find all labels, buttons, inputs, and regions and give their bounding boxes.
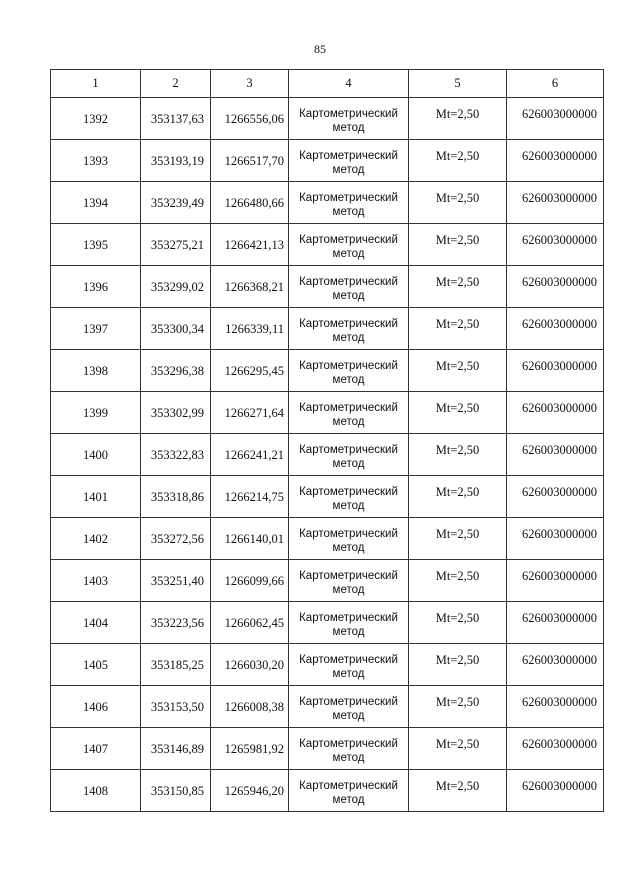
method-line-2: метод — [332, 248, 365, 260]
y-coordinate-cell: 1266214,75 — [211, 476, 289, 518]
code-cell: 626003000000 — [507, 392, 604, 434]
accuracy-cell: Mt=2,50 — [409, 476, 507, 518]
point-number-cell: 1395 — [51, 224, 141, 266]
x-coordinate-cell: 353153,50 — [141, 686, 211, 728]
y-coordinate-cell: 1265981,92 — [211, 728, 289, 770]
method-line-1: Картометрический — [299, 444, 398, 456]
accuracy-cell: Mt=2,50 — [409, 392, 507, 434]
table-row — [51, 644, 604, 686]
point-number-cell: 1399 — [51, 392, 141, 434]
point-number-cell: 1406 — [51, 686, 141, 728]
x-coordinate-cell: 353299,02 — [141, 266, 211, 308]
method-line-1: Картометрический — [299, 108, 398, 120]
point-number-cell: 1403 — [51, 560, 141, 602]
x-coordinate-cell: 353300,34 — [141, 308, 211, 350]
method-line-2: метод — [332, 206, 365, 218]
x-coordinate-cell: 353318,86 — [141, 476, 211, 518]
method-line-2: метод — [332, 458, 365, 470]
method-cell — [289, 140, 409, 182]
code-cell: 626003000000 — [507, 308, 604, 350]
y-coordinate-cell: 1266008,38 — [211, 686, 289, 728]
method-line-2: метод — [332, 332, 365, 344]
method-line-2: метод — [332, 668, 365, 680]
accuracy-cell: Mt=2,50 — [409, 560, 507, 602]
method-line-1: Картометрический — [299, 612, 398, 624]
table-row — [51, 728, 604, 770]
method-cell — [289, 98, 409, 140]
table-header-row — [51, 70, 604, 98]
table-row — [51, 182, 604, 224]
accuracy-cell: Mt=2,50 — [409, 224, 507, 266]
y-coordinate-cell: 1266368,21 — [211, 266, 289, 308]
x-coordinate-cell: 353185,25 — [141, 644, 211, 686]
accuracy-cell: Mt=2,50 — [409, 434, 507, 476]
column-header: 6 — [507, 70, 604, 98]
method-cell — [289, 770, 409, 812]
code-cell: 626003000000 — [507, 182, 604, 224]
code-cell: 626003000000 — [507, 98, 604, 140]
point-number-cell: 1407 — [51, 728, 141, 770]
method-cell — [289, 224, 409, 266]
method-cell — [289, 308, 409, 350]
x-coordinate-cell: 353272,56 — [141, 518, 211, 560]
column-header: 3 — [211, 70, 289, 98]
table-row — [51, 434, 604, 476]
x-coordinate-cell: 353275,21 — [141, 224, 211, 266]
method-line-2: метод — [332, 122, 365, 134]
method-cell — [289, 182, 409, 224]
method-line-1: Картометрический — [299, 696, 398, 708]
method-cell — [289, 602, 409, 644]
x-coordinate-cell: 353146,89 — [141, 728, 211, 770]
method-line-1: Картометрический — [299, 570, 398, 582]
x-coordinate-cell: 353302,99 — [141, 392, 211, 434]
x-coordinate-cell: 353223,56 — [141, 602, 211, 644]
code-cell: 626003000000 — [507, 224, 604, 266]
method-line-1: Картометрический — [299, 780, 398, 792]
code-cell: 626003000000 — [507, 518, 604, 560]
method-line-1: Картометрический — [299, 150, 398, 162]
table-row — [51, 770, 604, 812]
method-line-1: Картометрический — [299, 276, 398, 288]
code-cell: 626003000000 — [507, 728, 604, 770]
method-cell — [289, 476, 409, 518]
accuracy-cell: Mt=2,50 — [409, 770, 507, 812]
accuracy-cell: Mt=2,50 — [409, 350, 507, 392]
method-line-2: метод — [332, 542, 365, 554]
page-number: 85 — [314, 42, 326, 56]
table-row — [51, 266, 604, 308]
y-coordinate-cell: 1266480,66 — [211, 182, 289, 224]
accuracy-cell: Mt=2,50 — [409, 98, 507, 140]
x-coordinate-cell: 353137,63 — [141, 98, 211, 140]
column-header: 2 — [141, 70, 211, 98]
table-row — [51, 686, 604, 728]
method-line-1: Картометрический — [299, 654, 398, 666]
code-cell: 626003000000 — [507, 350, 604, 392]
method-line-2: метод — [332, 416, 365, 428]
point-number-cell: 1392 — [51, 98, 141, 140]
table-row — [51, 350, 604, 392]
table-row — [51, 392, 604, 434]
method-cell — [289, 518, 409, 560]
table-row — [51, 518, 604, 560]
method-cell — [289, 392, 409, 434]
method-cell — [289, 266, 409, 308]
point-number-cell: 1398 — [51, 350, 141, 392]
table-row — [51, 140, 604, 182]
accuracy-cell: Mt=2,50 — [409, 308, 507, 350]
method-line-2: метод — [332, 500, 365, 512]
method-line-1: Картометрический — [299, 738, 398, 750]
method-line-1: Картометрический — [299, 402, 398, 414]
accuracy-cell: Mt=2,50 — [409, 182, 507, 224]
y-coordinate-cell: 1266140,01 — [211, 518, 289, 560]
code-cell: 626003000000 — [507, 476, 604, 518]
code-cell: 626003000000 — [507, 686, 604, 728]
table-row — [51, 308, 604, 350]
code-cell: 626003000000 — [507, 434, 604, 476]
point-number-cell: 1401 — [51, 476, 141, 518]
method-cell — [289, 434, 409, 476]
point-number-cell: 1393 — [51, 140, 141, 182]
y-coordinate-cell: 1266030,20 — [211, 644, 289, 686]
column-header: 4 — [289, 70, 409, 98]
method-cell — [289, 728, 409, 770]
method-cell — [289, 644, 409, 686]
method-line-1: Картометрический — [299, 486, 398, 498]
method-cell — [289, 560, 409, 602]
method-line-2: метод — [332, 374, 365, 386]
y-coordinate-cell: 1266339,11 — [211, 308, 289, 350]
method-cell — [289, 350, 409, 392]
x-coordinate-cell: 353296,38 — [141, 350, 211, 392]
method-line-1: Картометрический — [299, 192, 398, 204]
accuracy-cell: Mt=2,50 — [409, 728, 507, 770]
point-number-cell: 1402 — [51, 518, 141, 560]
y-coordinate-cell: 1266295,45 — [211, 350, 289, 392]
x-coordinate-cell: 353239,49 — [141, 182, 211, 224]
table-row — [51, 476, 604, 518]
code-cell: 626003000000 — [507, 602, 604, 644]
accuracy-cell: Mt=2,50 — [409, 686, 507, 728]
table-row — [51, 602, 604, 644]
y-coordinate-cell: 1266099,66 — [211, 560, 289, 602]
method-line-2: метод — [332, 752, 365, 764]
y-coordinate-cell: 1265946,20 — [211, 770, 289, 812]
code-cell: 626003000000 — [507, 770, 604, 812]
coordinates-table — [50, 69, 604, 812]
table-row — [51, 98, 604, 140]
x-coordinate-cell: 353193,19 — [141, 140, 211, 182]
y-coordinate-cell: 1266421,13 — [211, 224, 289, 266]
table-row — [51, 560, 604, 602]
method-line-2: метод — [332, 794, 365, 806]
method-cell — [289, 686, 409, 728]
code-cell: 626003000000 — [507, 266, 604, 308]
code-cell: 626003000000 — [507, 644, 604, 686]
point-number-cell: 1394 — [51, 182, 141, 224]
point-number-cell: 1404 — [51, 602, 141, 644]
method-line-2: метод — [332, 584, 365, 596]
y-coordinate-cell: 1266556,06 — [211, 98, 289, 140]
y-coordinate-cell: 1266517,70 — [211, 140, 289, 182]
method-line-2: метод — [332, 626, 365, 638]
method-line-2: метод — [332, 164, 365, 176]
method-line-1: Картометрический — [299, 234, 398, 246]
method-line-2: метод — [332, 710, 365, 722]
point-number-cell: 1400 — [51, 434, 141, 476]
column-header: 1 — [51, 70, 141, 98]
point-number-cell: 1397 — [51, 308, 141, 350]
method-line-1: Картометрический — [299, 318, 398, 330]
column-header: 5 — [409, 70, 507, 98]
y-coordinate-cell: 1266062,45 — [211, 602, 289, 644]
x-coordinate-cell: 353150,85 — [141, 770, 211, 812]
method-line-1: Картометрический — [299, 360, 398, 372]
accuracy-cell: Mt=2,50 — [409, 518, 507, 560]
point-number-cell: 1396 — [51, 266, 141, 308]
accuracy-cell: Mt=2,50 — [409, 266, 507, 308]
y-coordinate-cell: 1266271,64 — [211, 392, 289, 434]
y-coordinate-cell: 1266241,21 — [211, 434, 289, 476]
point-number-cell: 1408 — [51, 770, 141, 812]
code-cell: 626003000000 — [507, 140, 604, 182]
accuracy-cell: Mt=2,50 — [409, 644, 507, 686]
code-cell: 626003000000 — [507, 560, 604, 602]
x-coordinate-cell: 353251,40 — [141, 560, 211, 602]
method-line-1: Картометрический — [299, 528, 398, 540]
x-coordinate-cell: 353322,83 — [141, 434, 211, 476]
table-row — [51, 224, 604, 266]
accuracy-cell: Mt=2,50 — [409, 140, 507, 182]
point-number-cell: 1405 — [51, 644, 141, 686]
method-line-2: метод — [332, 290, 365, 302]
accuracy-cell: Mt=2,50 — [409, 602, 507, 644]
